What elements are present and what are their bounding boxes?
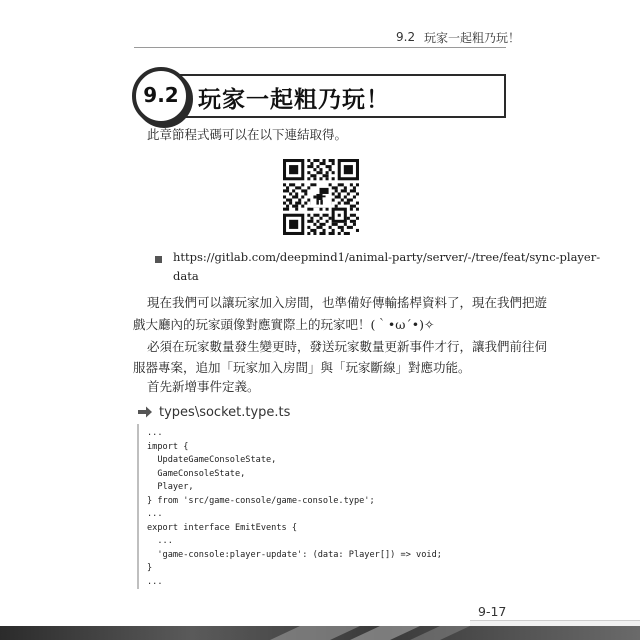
header-section-title: 玩家一起粗乃玩！ [424,31,521,45]
code-line: ... [147,576,163,587]
paragraph-2-line-2: 服器專案，追加「玩家加入房間」與「玩家斷線」對應功能。 [133,360,471,375]
intro-text: 此章節程式碼可以在以下連結取得。 [147,127,348,142]
paragraph-2-line-1: 必須在玩家數量發生變更時，發送玩家數量更新事件才行，讓我們前往伺 [147,339,548,354]
section-heading [132,70,508,124]
paragraph-1-line-2: 戲大廳內的玩家頭像對應實際上的玩家吧！(｀•ω´•)✧ [133,317,435,332]
repo-link[interactable]: https://gitlab.com/deepmind1/animal-party/server/-/tree/feat/sync-player- [173,250,601,264]
header-rule [134,47,506,48]
code-line: Player, [147,482,194,492]
page-number: 9-17 [478,604,507,619]
arrow-right-icon [137,405,153,419]
code-line: } from 'src/game-console/game-console.type'; [147,495,375,506]
file-label [137,403,290,421]
running-header [0,0,640,50]
header-section-number: 9.2 [396,30,416,44]
code-line: } [147,563,153,573]
paragraph-3: 首先新增事件定義。 [147,379,260,394]
repo-link-continuation[interactable]: data [173,269,199,283]
footer-band [0,620,640,640]
code-line: ... [147,509,163,519]
code-line: ... [147,428,163,438]
code-line: 'game-console:player-update': (data: Player[]) => void; [147,549,442,560]
code-line: import { [147,441,189,452]
code-line: export interface EmitEvents { [147,522,298,533]
section-number-badge [132,67,190,125]
file-name: types\socket.type.ts [159,404,291,420]
section-title: 玩家一起粗乃玩！ [198,87,390,113]
badge-label: 9.2 [143,83,179,107]
code-line: UpdateGameConsoleState, [147,455,277,465]
qr-code [283,159,359,235]
qr-code-image [283,159,359,235]
code-line: ... [147,536,173,546]
code-line: GameConsoleState, [147,468,246,479]
code-block [137,424,507,589]
link-bullet [155,256,162,263]
paragraph-1-line-1: 現在我們可以讓玩家加入房間，也準備好傳輸搖桿資料了，現在我們把遊 [147,295,548,310]
